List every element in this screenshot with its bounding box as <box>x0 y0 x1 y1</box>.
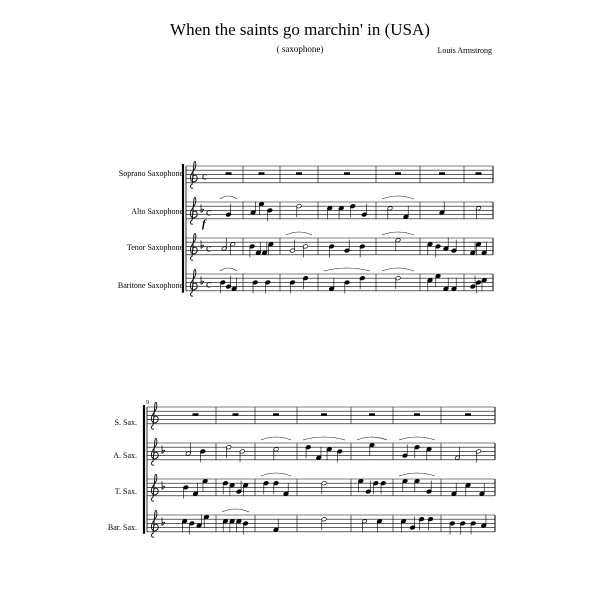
flat-icon <box>201 240 204 248</box>
half-rest-icon <box>439 172 445 175</box>
flat-icon <box>162 481 165 489</box>
slur-mark <box>261 473 291 476</box>
common-time-icon: c <box>206 206 211 219</box>
half-rest-icon <box>476 172 482 175</box>
slur-mark <box>324 268 370 271</box>
half-rest-icon <box>369 413 375 416</box>
composer-name: Louis Armstrong <box>437 46 492 55</box>
flat-icon <box>201 276 204 284</box>
half-rest-icon <box>273 413 279 416</box>
half-rest-icon <box>414 413 420 416</box>
slur-mark <box>382 196 414 199</box>
treble-clef-icon <box>190 161 197 188</box>
treble-clef-icon <box>151 474 158 501</box>
slur-mark <box>399 473 435 476</box>
label-soprano-sax: Soprano Saxophone <box>118 169 183 178</box>
common-time-icon: c <box>206 242 211 255</box>
treble-clef-icon <box>151 402 158 429</box>
half-rest-icon <box>395 172 401 175</box>
treble-clef-icon <box>151 510 158 537</box>
half-rest-icon <box>193 413 199 416</box>
treble-clef-icon <box>190 233 197 260</box>
half-rest-icon <box>465 413 471 416</box>
score-subtitle: ( saxophone) <box>276 44 324 54</box>
half-rest-icon <box>233 413 239 416</box>
treble-clef-icon <box>190 269 197 296</box>
system-1 <box>183 161 493 296</box>
treble-clef-icon <box>151 438 158 465</box>
slur-mark <box>220 268 237 271</box>
half-rest-icon <box>226 172 232 175</box>
label-t-sax: T. Sax. <box>114 487 137 496</box>
label-baritone-sax: Baritone Saxophone <box>117 281 183 290</box>
slur-mark <box>220 196 237 199</box>
flat-icon <box>162 445 165 453</box>
label-s-sax: S. Sax. <box>114 418 137 427</box>
common-time-icon: c <box>202 170 207 183</box>
flat-icon <box>162 517 165 525</box>
half-rest-icon <box>296 172 302 175</box>
label-tenor-sax: Tenor Saxophone <box>126 243 183 252</box>
half-rest-icon <box>321 413 327 416</box>
slur-mark <box>357 437 387 440</box>
slur-mark <box>222 509 249 512</box>
flat-icon <box>201 204 204 212</box>
treble-clef-icon <box>190 197 197 224</box>
label-bar-sax: Bar. Sax. <box>107 523 137 532</box>
common-time-icon: c <box>206 278 211 291</box>
system-2 <box>144 402 495 537</box>
score-title: When the saints go marchin' in (USA) <box>170 20 430 39</box>
label-alto-sax: Alto Saxophone <box>131 207 183 216</box>
slur-mark <box>382 232 414 235</box>
half-rest-icon <box>344 172 350 175</box>
slur-mark <box>286 232 312 235</box>
dynamic-marking: f <box>202 218 206 230</box>
slur-mark <box>261 437 291 440</box>
label-a-sax: A. Sax. <box>113 451 137 460</box>
half-rest-icon <box>259 172 265 175</box>
slur-mark <box>382 268 414 271</box>
slur-mark <box>399 437 435 440</box>
slur-mark <box>303 437 345 440</box>
measure-number-label: 9 <box>146 400 149 406</box>
